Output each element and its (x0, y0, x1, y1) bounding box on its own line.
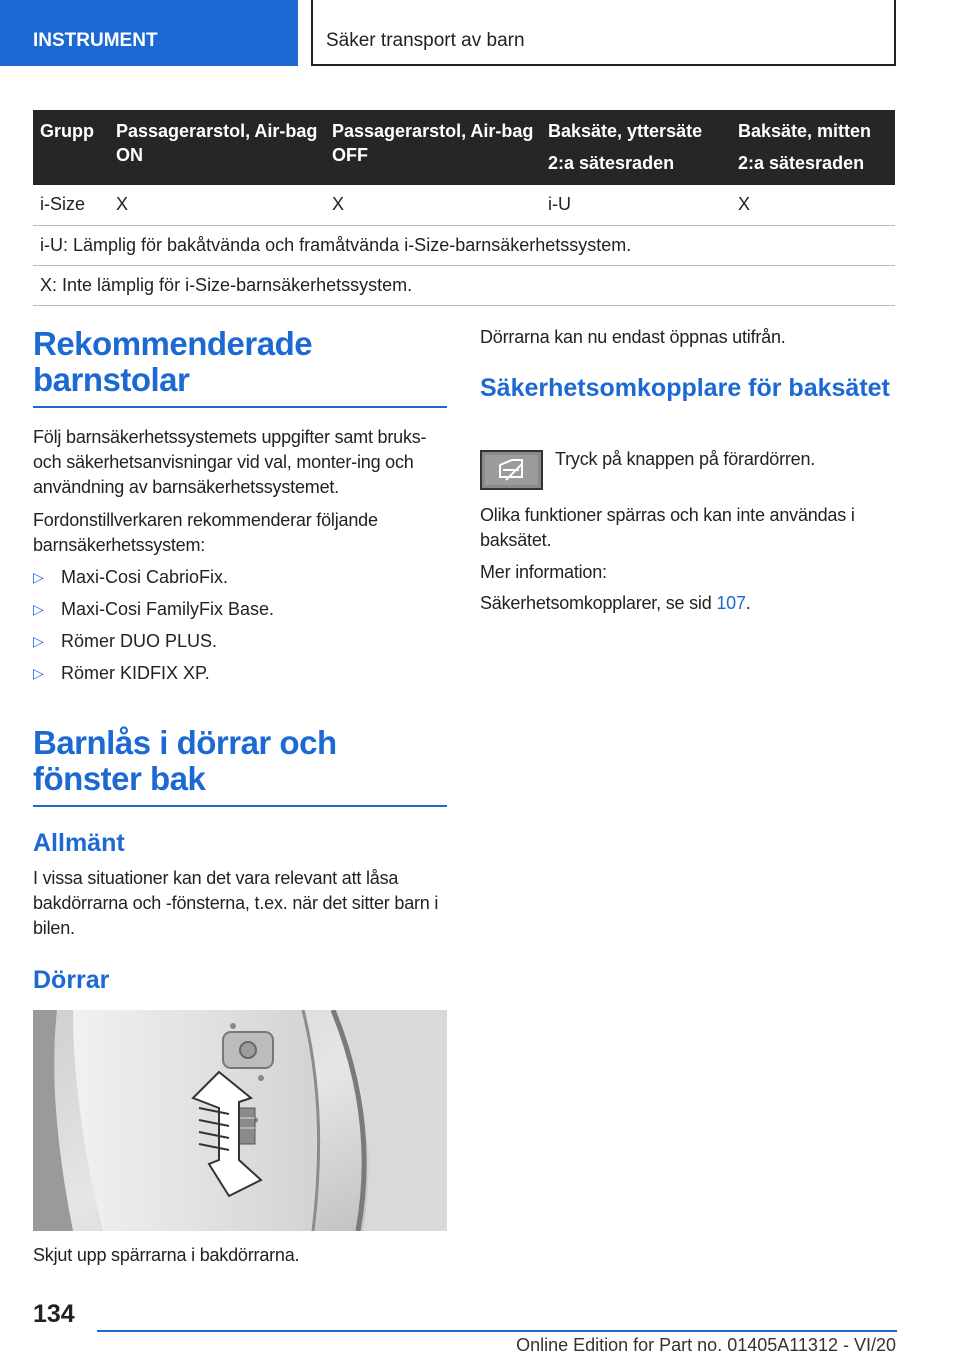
list-item: ▷ Maxi-Cosi CabrioFix. (33, 565, 447, 597)
table-header-cell: Baksäte, mitten 2:a sätesraden (731, 110, 895, 185)
table-header-row (33, 110, 895, 185)
door-child-lock-illustration (33, 1010, 447, 1231)
bullet-triangle-icon: ▷ (33, 665, 44, 681)
table-row (33, 185, 895, 225)
paragraph: Mer information: (480, 562, 607, 582)
list-item: ▷ Römer KIDFIX XP. (33, 661, 447, 693)
header-section-label: INSTRUMENT (0, 0, 298, 66)
table-header-cell: Passagerarstol, Air-bag OFF (325, 110, 541, 185)
table-cell: i-Size (33, 185, 109, 225)
list-item: ▷ Maxi-Cosi FamilyFix Base. (33, 597, 447, 629)
table-header-cell: Baksäte, yttersäte 2:a sätesraden (541, 110, 731, 185)
subsection-title-safety-switch: Säkerhetsomkopplare för baksätet (480, 374, 890, 402)
table-cell: X (731, 185, 895, 225)
bullet-triangle-icon: ▷ (33, 633, 44, 649)
child-seat-table (33, 110, 895, 306)
paragraph: Olika funktioner spärras och kan inte användas i baksätet. (480, 505, 855, 550)
paragraph: I vissa situationer kan det vara relevant att låsa bakdörrarna och -fönsterna, t.ex. när det sitter barn i bilen. (33, 868, 439, 938)
table-header-cell: Passagerarstol, Air-bag ON (109, 110, 325, 185)
subsection-title-doors: Dörrar (33, 966, 110, 994)
paragraph: Följ barnsäkerhetssystemets uppgifter samt bruks- och säkerhetsanvisningar vid val, monter-ing och användning av barnsäkerhetssystemet. (33, 427, 427, 497)
table-note: X: Inte lämplig för i-Size-barnsäkerhetssystem. (33, 265, 895, 305)
table-note: i-U: Lämplig för bakåtvända och framåtvända i-Size-barnsäkerhetssystem. (33, 225, 895, 265)
paragraph: Fordonstillverkaren rekommenderar följande barnsäkerhetssystem: (33, 510, 378, 555)
table-header-cell: Grupp (33, 110, 109, 185)
table-cell: X (325, 185, 541, 225)
page-number: 134 (33, 1300, 75, 1328)
table-note-row (33, 265, 895, 305)
list-item: ▷ Römer DUO PLUS. (33, 629, 447, 661)
paragraph: Dörrarna kan nu endast öppnas utifrån. (480, 327, 786, 347)
table-cell: i-U (541, 185, 731, 225)
section-title-child-locks: Barnlås i dörrar och fönster bak (33, 725, 447, 807)
rear-safety-switch-icon (480, 450, 543, 490)
recommended-seat-list (33, 565, 447, 693)
page-reference-link[interactable]: 107 (716, 593, 746, 613)
section-title-recommended-seats: Rekommenderade barnstolar (33, 326, 447, 408)
table-note-row (33, 225, 895, 265)
paragraph: Tryck på knappen på förardörren. (555, 449, 816, 469)
subsection-title-general: Allmänt (33, 829, 125, 857)
bullet-triangle-icon: ▷ (33, 601, 44, 617)
bullet-triangle-icon: ▷ (33, 569, 44, 585)
header-chapter-title: Säker transport av barn (311, 0, 896, 66)
edition-note: Online Edition for Part no. 01405A11312 - VI/20 (516, 1335, 896, 1355)
table-cell: X (109, 185, 325, 225)
paragraph-reference: Säkerhetsomkopplarer, se sid 107. (480, 593, 751, 613)
figure-caption: Skjut upp spärrarna i bakdörrarna. (33, 1245, 300, 1265)
footer-divider (97, 1330, 897, 1332)
